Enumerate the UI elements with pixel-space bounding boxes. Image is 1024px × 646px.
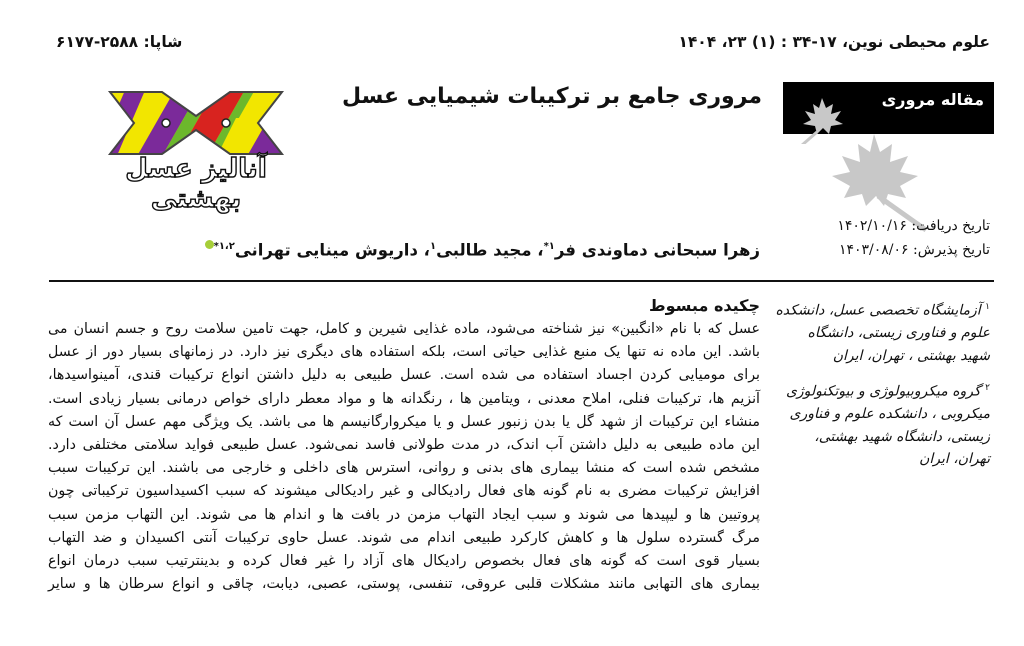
author-affiliation-mark: ۱ — [429, 241, 437, 252]
abstract-heading: چکیده مبسوط — [649, 296, 760, 315]
logo-text: آنالیز عسل بهشتی — [125, 154, 267, 214]
author-separator: ، — [417, 240, 430, 260]
journal-citation: علوم محیطی نوین، ۱۷-۳۴ : (۱) ۲۳، ۱۴۰۴ — [678, 33, 990, 51]
abstract-line: منشاء این ترکیبات از شهد گل یا بدن زنبور عسل و یا میکروارگانیسم ها می باشد. یک ویژگی مهم عسل آن است که — [48, 413, 760, 430]
abstract-line: افزایش ترکیبات مضری به نام گونه های فعال رادیکالی و غیر رادیکالی میشوند که سبب اکسیداسیون ترکیباتی چون — [48, 483, 760, 500]
abstract-line: برای مومیایی کردن اجساد استفاده می شده است. عسل طبیعی به دلیل داشتن انواع ترکیبات قندی، آمینواسیدها، — [48, 367, 760, 384]
logo-graphic — [96, 88, 296, 158]
author-name[interactable]: داریوش مینایی تهرانی — [234, 240, 418, 260]
affiliation-number: ۲ — [985, 383, 990, 394]
affiliations — [775, 296, 990, 481]
affiliation-text: گروه میکروبیولوژی و بیوتکنولوژی میکروبی ، دانشکده علوم و فناوری زیستی، دانشگاه شهید بهشتی، تهران، ایران — [785, 383, 990, 468]
author-name[interactable]: زهرا سبحانی دماوندی فر — [554, 240, 760, 260]
article-type-box — [783, 82, 994, 134]
abstract-line: عسل که با نام «انگبین» نیز شناخته می‌شود، ماده غذایی شیرین و کامل، جهت تامین سلامت روح و جسم انسان می — [48, 321, 760, 337]
abstract-line: بسیار قوی است که گونه های فعال بخصوص رادیکال های آزاد را غیر فعال کرده و بدینترتیب سبب درمان انواع — [48, 553, 760, 570]
abstract-line: بیماری های التهابی مانند مشکلات قلبی عروقی، تنفسی، پوستی، عصبی، دیابت، چاقی و انواع سرطان ها و سایر — [48, 576, 760, 593]
accepted-date: تاریخ پذیرش: ۱۴۰۳/۰۸/۰۶ — [838, 242, 990, 258]
author-affiliation-mark: ۱،۲* — [213, 241, 235, 252]
orcid-icon[interactable] — [205, 240, 214, 249]
article-title: مروری جامع بر ترکیبات شیمیایی عسل — [341, 84, 762, 109]
abstract-body — [48, 318, 760, 596]
abstract-line: مرگ گسترده سلول ها و کاهش کارکرد طبیعی اندام می شوند. عسل حاوی ترکیبات آنتی اکسیدان و ضد التهاب — [48, 529, 760, 546]
affiliation-text: آزمایشگاه تخصصی عسل، دانشکده علوم و فناوری زیستی، دانشگاه شهید بهشتی ، تهران، ایران — [775, 302, 990, 364]
header-divider — [49, 280, 994, 282]
abstract-line: پروتیین ها و لیپیدها می شوند و سبب ایجاد التهاب مزمن در بافت ها و اندام ها می شوند. این التهاب مزمن سبب — [48, 506, 760, 523]
author-separator: ، — [531, 240, 544, 260]
affiliation-number: ۱ — [985, 302, 990, 312]
dates — [837, 214, 990, 262]
abstract-line: مشخص شده است که منشا بیماری های بدنی و روانی، استرس های داخلی و خارجی می باشند. این ترکیبات سبب — [48, 460, 760, 477]
received-date: تاریخ دریافت: ۱۴۰۲/۱۰/۱۶ — [837, 218, 990, 234]
affiliation-item — [775, 377, 990, 471]
author-affiliation-mark: ۱* — [543, 241, 555, 252]
authors — [203, 240, 760, 260]
abstract-line: این ماده طبیعی به دلیل داشتن آب اندک، در مدت طولانی فاسد نمی‌شود. عسل طبیعی فواید سلامتی مختلفی دارد. — [48, 437, 760, 454]
issn: شاپا: ۲۵۸۸-۶۱۷۷ — [56, 33, 183, 51]
affiliation-item — [775, 296, 990, 367]
abstract-line: باشد. این ماده نه تنها یک منبع غذایی حیاتی است، بلکه استفاده های دیگری نیز دارد. در زمانهای بسیار دور از عسل — [48, 344, 760, 361]
logo — [96, 88, 296, 214]
author-name[interactable]: مجید طالبی — [436, 240, 532, 260]
abstract-line: آنزیم ها، ترکیبات فنلی، املاح معدنی ، ویتامین ها ، رنگدانه ها و مواد معطر دارای خواص درمانی بسیار زیادی است. — [48, 390, 760, 407]
article-type-label: مقاله مروری — [881, 90, 984, 109]
